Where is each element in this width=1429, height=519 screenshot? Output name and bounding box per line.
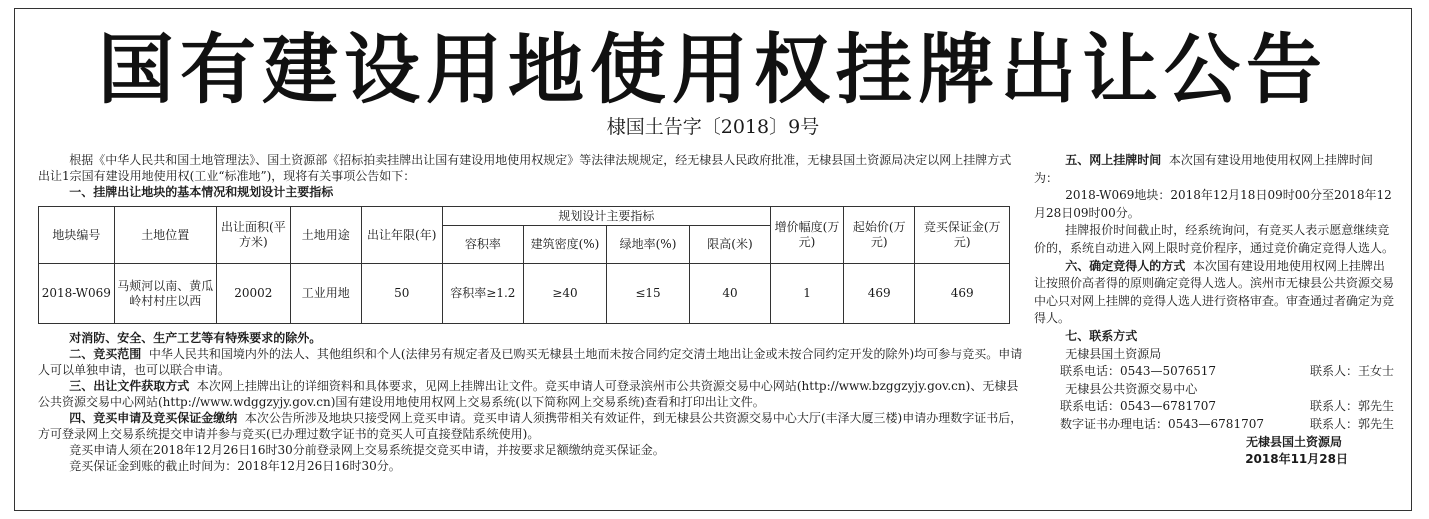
cell-area: 20002 xyxy=(216,264,290,324)
section-2-text: 中华人民共和国境内外的法人、其他组织和个人(法律另有规定者及已购买无棣县土地而未按合同约定交清土地出让金或未按合同约定开发的除外)均可参与竞买。申请人可以单独申请，也可以联合申请。 xyxy=(38,347,1023,377)
page-title: 国有建设用地使用权挂牌出让公告 xyxy=(98,25,1328,114)
header-height: 限高(米) xyxy=(690,226,771,264)
right-column xyxy=(1034,152,1394,469)
contact-person-1: 联系人：王女士 xyxy=(1309,364,1394,379)
cell-height: 40 xyxy=(690,264,771,324)
section-3 xyxy=(38,378,1023,410)
section-4-deadline: 竞买申请人须在2018年12月26日16时30分前登录网上交易系统提交竞买申请，并按要求足额缴纳竞买保证金。 xyxy=(69,443,665,457)
cell-use: 工业用地 xyxy=(290,264,361,324)
section-4-text: 本次公告所涉及地块只接受网上竞买申请。竞买申请人须携带相关有效证件，到无棣县公共资源交易中心大厅(丰泽大厦三楼)申请办理数字证书后，方可登录网上交易系统提交申请并参与竞买(已办理过数字证书的竞买人可直接登陆系统使用)。 xyxy=(38,411,1023,441)
cell-parcel-no: 2018-W069 xyxy=(39,264,115,324)
section-6 xyxy=(1034,258,1394,328)
cell-deposit: 469 xyxy=(915,264,1010,324)
header-term: 出让年限(年) xyxy=(361,207,442,264)
contact-person-3: 联系人：郭先生 xyxy=(1309,416,1394,431)
cell-term: 50 xyxy=(361,264,442,324)
cell-location: 马颊河以南、黄瓜岭村村庄以西 xyxy=(114,264,216,324)
parcel-spec-table xyxy=(38,206,1010,324)
section-3-heading: 三、出让文件获取方式 xyxy=(69,379,190,393)
header-location: 土地位置 xyxy=(114,207,216,264)
header-far: 容积率 xyxy=(442,226,523,264)
header-parcel-no: 地块编号 xyxy=(39,207,115,264)
section-2 xyxy=(38,346,1023,378)
cell-increment: 1 xyxy=(770,264,843,324)
section-3-text: 本次网上挂牌出让的详细资料和具体要求，见网上挂牌出让文件。竞买申请人可登录滨州市公共资源交易中心网站(http://www.bzggzyjy.gov.cn)、无棣县公共资源交易中心网站(http://www.wdggzyjy.gov.cn)国有建设用地使用权网上交易系统(以下简称网上交易系统)查看和打印出让文件。 xyxy=(38,379,1019,409)
contact-person-2: 联系人：郭先生 xyxy=(1309,399,1394,414)
header-area: 出让面积(平方米) xyxy=(216,207,290,264)
header-start-price: 起始价(万元) xyxy=(844,207,915,264)
contact-phone-3: 数字证书办理电话：0543—6781707 xyxy=(1060,416,1264,431)
header-green: 绿地率(%) xyxy=(606,226,689,264)
section-6-heading: 六、确定竞得人的方式 xyxy=(1065,258,1186,273)
section-5 xyxy=(1034,152,1394,187)
header-planning: 规划设计主要指标 xyxy=(442,207,770,226)
section-5-heading: 五、网上挂牌时间 xyxy=(1065,153,1162,167)
section-4-heading: 四、竞买申请及竞买保证金缴纳 xyxy=(69,411,238,425)
document-number: 棣国土告字〔2018〕9号 xyxy=(606,116,820,138)
header-use: 土地用途 xyxy=(290,207,361,264)
section-2-heading: 二、竞买范围 xyxy=(69,347,142,361)
section-4-deposit-deadline: 竞买保证金到账的截止时间为：2018年12月26日16时30分。 xyxy=(69,459,401,473)
section-5-schedule: 2018-W069地块：2018年12月18日09时00分至2018年12月28日09时00分。 xyxy=(1034,188,1392,220)
left-column xyxy=(38,152,1023,474)
header-deposit: 竞买保证金(万元) xyxy=(915,207,1010,264)
section-5-bidding: 挂牌报价时间截止时，经系统询问，有竞买人表示愿意继续竞价的，系统自动进入网上限时竞价程序，通过竞价确定竞得人选人。 xyxy=(1034,223,1395,255)
section-4 xyxy=(38,410,1023,442)
special-note: 对消防、安全、生产工艺等有特殊要求的除外。 xyxy=(69,331,322,345)
contact-org-2: 无棣县公共资源交易中心 xyxy=(1065,381,1198,396)
intro-paragraph: 根据《中华人民共和国土地管理法》、国土资源部《招标拍卖挂牌出让国有建设用地使用权规定》等法律法规规定，经无棣县人民政府批准，无棣县国土资源局决定以网上挂牌方式出让1宗国有建设用地使用权(工业“标准地”)，现将有关事项公告如下： xyxy=(38,153,1012,183)
cell-density: ≥40 xyxy=(523,264,606,324)
cell-start-price: 469 xyxy=(844,264,915,324)
signing-date: 2018年11月28日 xyxy=(1245,452,1348,467)
section-1-heading: 一、挂牌出让地块的基本情况和规划设计主要指标 xyxy=(69,185,334,199)
contact-phone-2: 联系电话：0543—6781707 xyxy=(1060,399,1216,414)
header-density: 建筑密度(%) xyxy=(523,226,606,264)
table-row xyxy=(39,264,1010,324)
contact-line-1 xyxy=(1034,363,1394,381)
cell-far: 容积率≥1.2 xyxy=(442,264,523,324)
section-7-heading: 七、联系方式 xyxy=(1065,328,1138,343)
header-increment: 增价幅度(万元) xyxy=(770,207,843,264)
cell-green: ≤15 xyxy=(606,264,689,324)
contact-line-2 xyxy=(1034,398,1394,416)
contact-phone-1: 联系电话：0543—5076517 xyxy=(1060,364,1216,379)
contact-line-3 xyxy=(1034,416,1394,434)
contact-org-1: 无棣县国土资源局 xyxy=(1065,346,1162,361)
signer: 无棣县国土资源局 xyxy=(1245,434,1342,449)
section-5-text: 本次国有建设用地使用权网上挂牌时间为： xyxy=(1034,153,1373,185)
section-6-text: 本次国有建设用地使用权网上挂牌出让按照价高者得的原则确定竞得人选人。滨州市无棣县公共资源交易中心只对网上挂牌的竞得人选人进行资格审查。审查通过者确定为竞得人。 xyxy=(1034,258,1395,326)
